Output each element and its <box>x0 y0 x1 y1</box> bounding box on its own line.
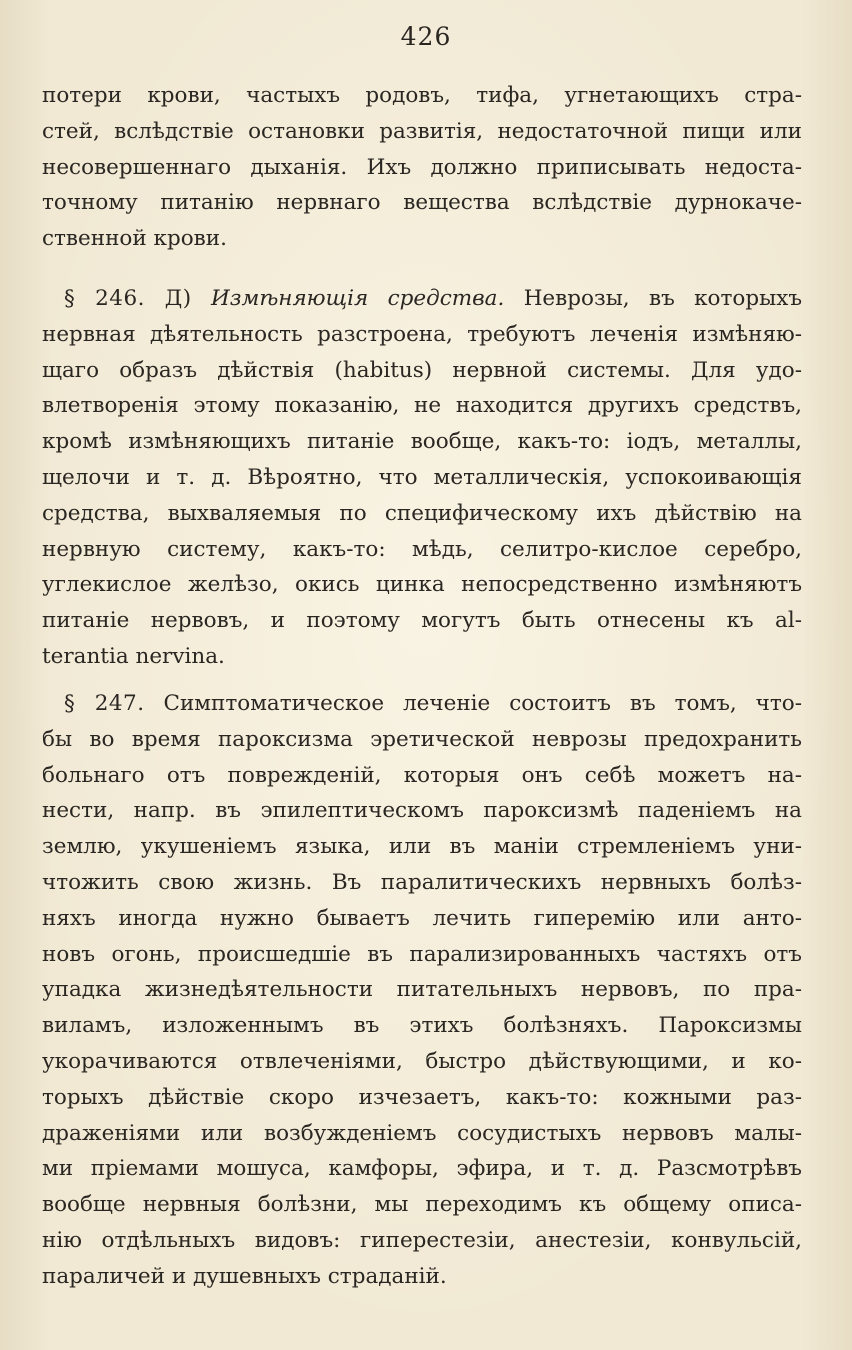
section-heading-rest: Симптоматическое леченіе состоитъ въ томъ, что- <box>163 691 802 716</box>
text-line: потери крови, частыхъ родовъ, тифа, угнетающихъ стра- <box>42 83 802 108</box>
section-title: Измѣняющія средства. <box>211 286 505 311</box>
text-line: драженіями или возбужденіемъ сосудистыхъ нервовъ малы- <box>42 1120 802 1146</box>
paragraph-continuation <box>42 78 802 257</box>
section-number: § 247. <box>64 691 145 716</box>
text-line: нести, напр. въ эпилептическомъ пароксизмѣ паденіемъ на <box>42 798 802 824</box>
text-line: нію отдѣльныхъ видовъ: гиперестезіи, анестезіи, конвульсій, <box>42 1227 802 1253</box>
text-line: укорачиваются отвлеченіями, быстро дѣйствующими, и ко- <box>42 1048 802 1074</box>
text-line: землю, укушеніемъ языка, или въ маніи стремленіемъ уни- <box>42 834 802 860</box>
text-line: питаніе нервовъ, и поэтому могутъ быть отнесены къ al- <box>42 608 802 634</box>
section-heading-rest: Неврозы, въ которыхъ <box>523 286 802 311</box>
section-heading-line <box>42 686 802 722</box>
text-line: вообще нервныя болѣзни, мы переходимъ къ общему описа- <box>42 1192 802 1218</box>
text-line: кромѣ измѣняющихъ питаніе вообще, какъ-то: іодъ, металлы, <box>42 429 802 455</box>
text-line: виламъ, изложеннымъ въ этихъ болѣзняхъ. Пароксизмы <box>42 1013 802 1039</box>
text-line: упадка жизнедѣятельности питательныхъ нервовъ, по пра- <box>42 977 802 1003</box>
text-line: углекислое желѣзо, окись цинка непосредственно измѣняютъ <box>42 572 802 598</box>
paragraph-section-247 <box>42 686 802 1295</box>
text-line: влетворенія этому показанію, не находится другихъ средствъ, <box>42 393 802 419</box>
text-line: точному питанію нервнаго вещества вслѣдствіе дурнокаче- <box>42 190 802 216</box>
text-line: няхъ иногда нужно бываетъ лечить гиперемію или анто- <box>42 905 802 931</box>
text-line: бы во время пароксизма эретической неврозы предохранить <box>42 726 802 752</box>
section-heading-line <box>42 281 802 317</box>
section-number: § 246. Д) <box>64 286 192 311</box>
text-line: несовершеннаго дыханія. Ихъ должно приписывать недоста- <box>42 154 802 180</box>
text-line: ственной крови. <box>42 226 227 252</box>
text-line: новъ огонь, происшедшіе въ парализированныхъ частяхъ отъ <box>42 941 802 967</box>
text-line: щаго образъ дѣйствія (habitus) нервной системы. Для удо- <box>42 357 802 383</box>
text-line: terantia nervina. <box>42 643 225 669</box>
text-line: больнаго отъ поврежденій, которыя онъ себѣ можетъ на- <box>42 762 802 788</box>
text-line: нервная дѣятельность разстроена, требуютъ леченія измѣняю- <box>42 321 802 347</box>
text-line: нервную систему, какъ-то: мѣдь, селитро-кислое серебро, <box>42 536 802 562</box>
text-line: чтожить свою жизнь. Въ паралитическихъ нервныхъ болѣз- <box>42 869 802 895</box>
text-line: параличей и душевныхъ страданій. <box>42 1263 447 1289</box>
text-line: средства, выхваляемыя по специфическому ихъ дѣйствію на <box>42 500 802 526</box>
text-line: стей, вслѣдствіе остановки развитія, недостаточной пищи или <box>42 118 802 144</box>
text-line: щелочи и т. д. Вѣроятно, что металлическія, успокоивающія <box>42 464 802 490</box>
page-number: 426 <box>400 22 452 51</box>
text-line: ми пріемами мошуса, камфоры, эфира, и т. д. Разсмотрѣвъ <box>42 1156 802 1182</box>
text-line: торыхъ дѣйствіе скоро изчезаетъ, какъ-то: кожными раз- <box>42 1084 802 1110</box>
paragraph-section-246 <box>42 281 802 675</box>
